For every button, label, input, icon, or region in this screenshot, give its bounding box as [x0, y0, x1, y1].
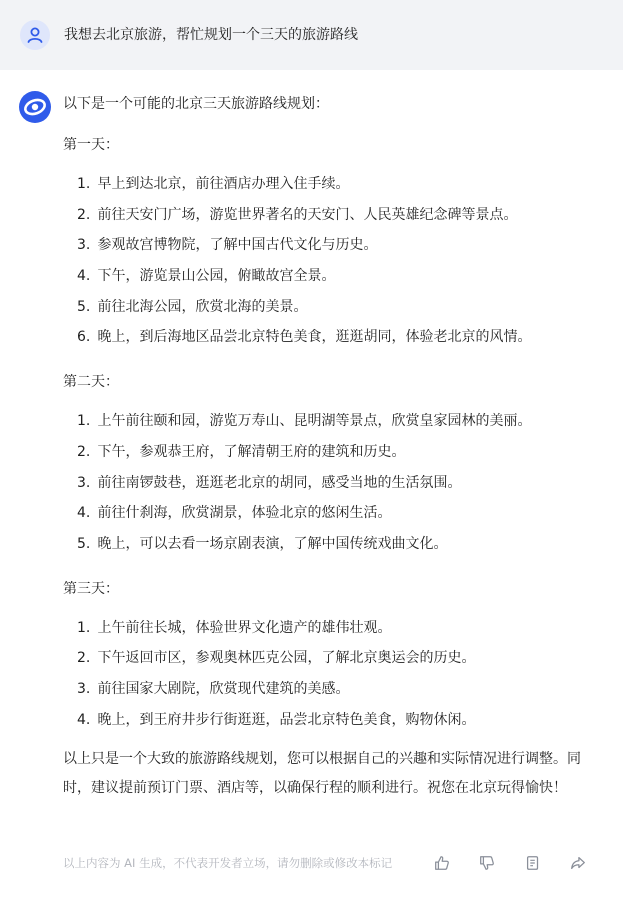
list-item	[63, 230, 608, 261]
answer-intro: 以下是一个可能的北京三天旅游路线规划：	[63, 96, 329, 112]
list-item	[63, 406, 608, 437]
list-item-text: 前往什刹海，欣赏湖景，体验北京的悠闲生活。	[97, 505, 392, 522]
list-item-number: 1.	[77, 413, 91, 430]
list-item-number: 6.	[77, 329, 91, 346]
list-item-text: 晚上，到王府井步行街逛逛，品尝北京特色美食，购物休闲。	[97, 711, 476, 728]
list-item	[63, 613, 608, 644]
answer-footer	[0, 846, 623, 882]
list-item	[63, 705, 608, 736]
list-item-number: 2.	[77, 650, 91, 667]
list-item-number: 4.	[77, 505, 91, 522]
assistant-answer	[63, 92, 608, 803]
ai-disclaimer: 以上内容为 AI 生成，不代表开发者立场，请勿删除或修改本标记	[63, 856, 393, 870]
list-item	[63, 292, 608, 323]
list-item-text: 参观故宫博物院，了解中国古代文化与历史。	[97, 237, 378, 254]
list-item-text: 晚上，到后海地区品尝北京特色美食，逛逛胡同，体验老北京的风情。	[97, 329, 532, 346]
list-item	[63, 437, 608, 468]
list-item-number: 1.	[77, 176, 91, 192]
list-item	[63, 200, 608, 231]
list-item-text: 下午，参观恭王府，了解清朝王府的建筑和历史。	[97, 443, 406, 460]
user-message-text: 我想去北京旅游，帮忙规划一个三天的旅游路线	[64, 27, 358, 43]
list-item	[63, 322, 608, 353]
list-item-number: 3.	[77, 680, 91, 697]
user-avatar-icon	[20, 20, 50, 50]
thumbs-up-icon[interactable]	[431, 852, 453, 874]
list-item-number: 2.	[77, 206, 91, 223]
day-title: 第三天：	[63, 580, 119, 597]
itinerary-list	[63, 613, 608, 736]
list-item	[63, 674, 608, 705]
itinerary-list	[63, 169, 608, 353]
list-item-text: 下午返回市区，参观奥林匹克公园，了解北京奥运会的历史。	[97, 650, 476, 667]
copy-icon[interactable]	[522, 852, 544, 874]
list-item-text: 早上到达北京，前往酒店办理入住手续。	[97, 176, 350, 192]
user-message-row	[0, 0, 623, 70]
list-item-number: 5.	[77, 298, 91, 315]
list-item-text: 下午，游览景山公园，俯瞰故宫全景。	[97, 268, 336, 285]
list-item-number: 3.	[77, 237, 91, 254]
list-item-text: 上午前往颐和园，游览万寿山、昆明湖等景点，欣赏皇家园林的美丽。	[97, 413, 532, 430]
list-item	[63, 468, 608, 499]
list-item-number: 1.	[77, 619, 91, 636]
day-section	[63, 133, 608, 353]
day-title: 第二天：	[63, 374, 119, 391]
list-item-text: 上午前往长城，体验世界文化遗产的雄伟壮观。	[97, 619, 392, 636]
assistant-logo-icon	[18, 90, 52, 124]
list-item	[63, 643, 608, 674]
list-item-text: 前往天安门广场，游览世界著名的天安门、人民英雄纪念碑等景点。	[97, 206, 518, 223]
list-item-number: 5.	[77, 535, 91, 552]
list-item	[63, 498, 608, 529]
list-item	[63, 261, 608, 292]
thumbs-down-icon[interactable]	[476, 852, 498, 874]
share-icon[interactable]	[567, 852, 589, 874]
itinerary-list	[63, 406, 608, 559]
list-item-number: 4.	[77, 711, 91, 728]
list-item	[63, 529, 608, 560]
list-item-text: 前往国家大剧院，欣赏现代建筑的美感。	[97, 680, 350, 697]
day-section	[63, 577, 608, 736]
list-item-text: 前往北海公园，欣赏北海的美景。	[97, 298, 308, 315]
list-item-number: 3.	[77, 474, 91, 491]
list-item-number: 2.	[77, 443, 91, 460]
day-title: 第一天：	[63, 137, 119, 153]
answer-conclusion: 以上只是一个大致的旅游路线规划，您可以根据自己的兴趣和实际情况进行调整。同时，建议提前预订门票、酒店等，以确保行程的顺利进行。祝您在北京玩得愉快！	[63, 751, 581, 797]
list-item-text: 晚上，可以去看一场京剧表演，了解中国传统戏曲文化。	[97, 535, 448, 552]
list-item	[63, 169, 608, 200]
day-section	[63, 370, 608, 559]
list-item-number: 4.	[77, 268, 91, 285]
list-item-text: 前往南锣鼓巷，逛逛老北京的胡同，感受当地的生活氛围。	[97, 474, 462, 491]
